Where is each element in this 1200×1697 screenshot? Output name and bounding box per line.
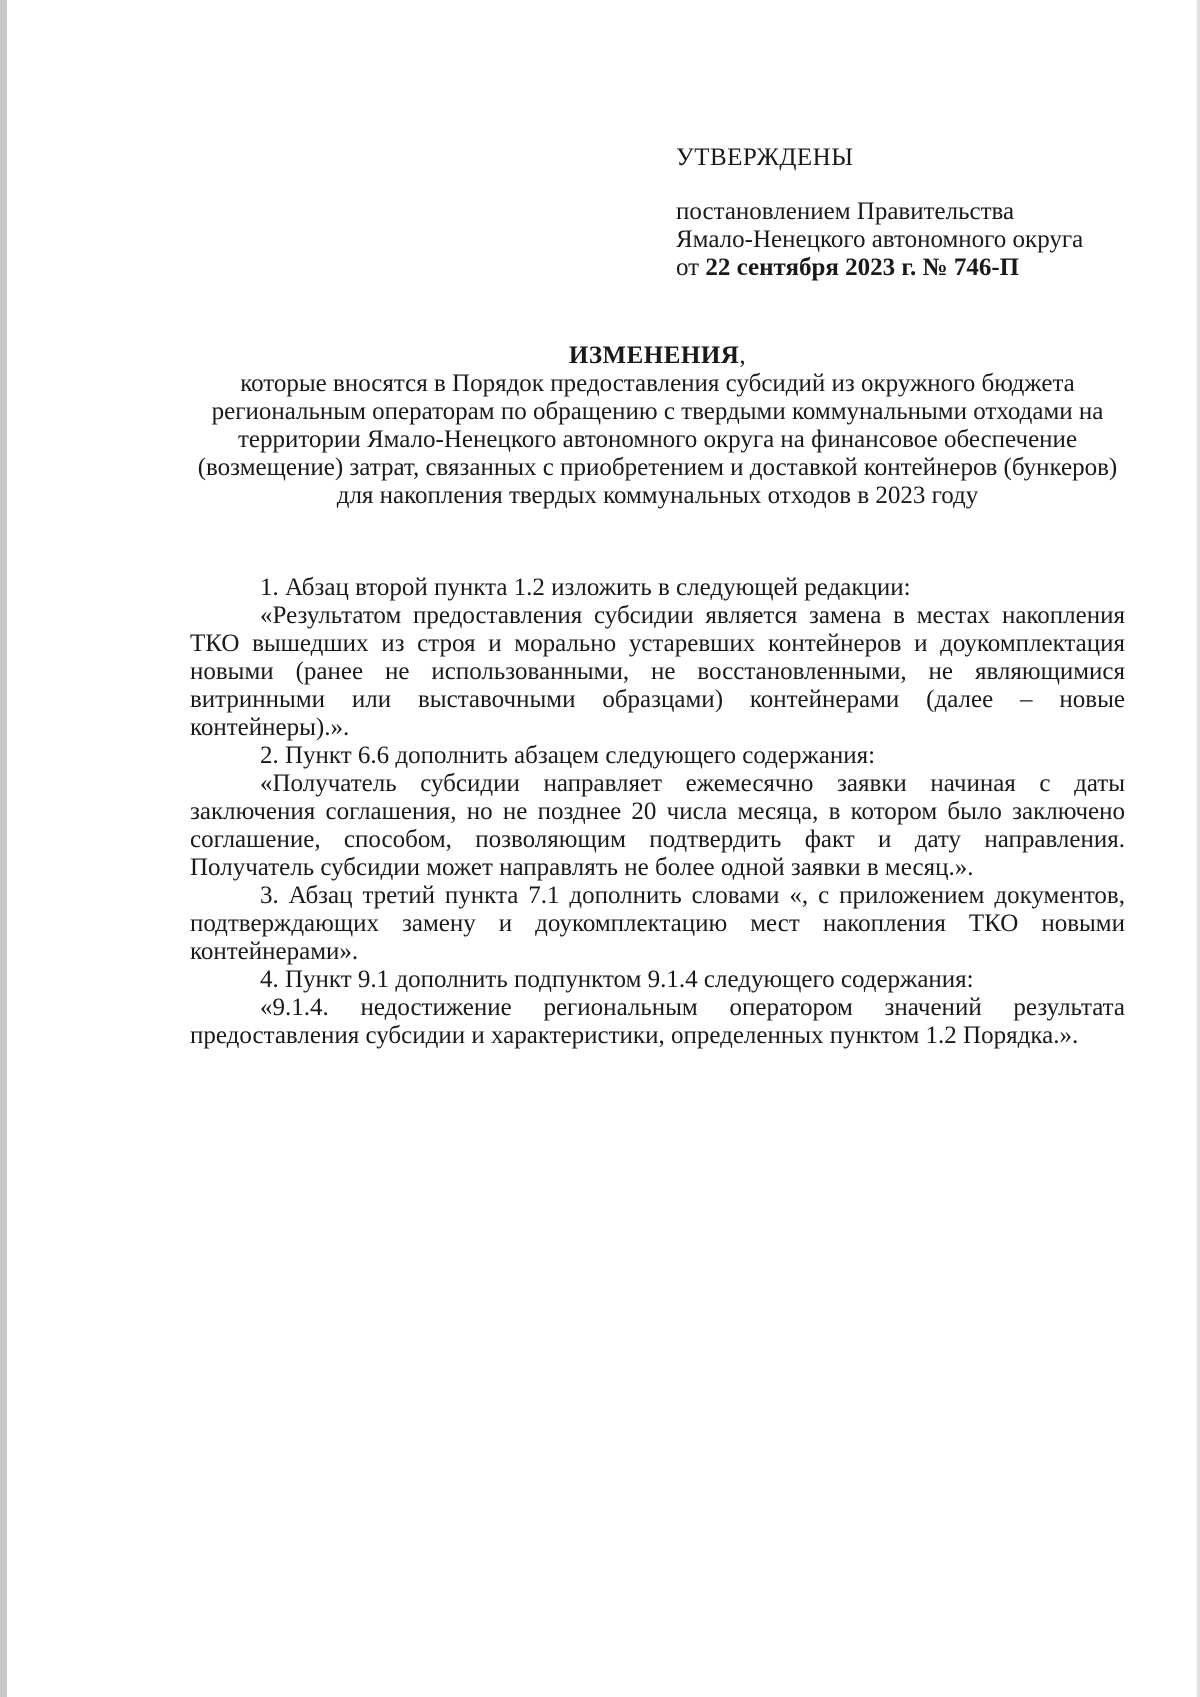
paragraph-7: «9.1.4. недостижение региональным оператором значений результата предоставления субсидии и характеристики, определенных пунктом 1.2 Порядка.». (190, 994, 1125, 1049)
approval-line-1: постановлением Правительства (676, 198, 1015, 225)
paragraph-6: 4. Пункт 9.1 дополнить подпунктом 9.1.4 следующего содержания: (260, 966, 974, 993)
approval-block (676, 144, 1156, 282)
paragraph-3: 2. Пункт 6.6 дополнить абзацем следующего содержания: (260, 742, 876, 769)
document-heading-text: ИЗМЕНЕНИЯ (568, 342, 740, 369)
approval-stamp-heading: УТВЕРЖДЕНЫ (676, 144, 854, 171)
approval-line-2: Ямало-Ненецкого автономного округа (676, 226, 1084, 253)
document-body (190, 574, 1125, 1050)
scan-edge-left (0, 0, 7, 1697)
approval-date-number: 22 сентября 2023 г. № 746-П (705, 254, 1020, 281)
approval-line-3 (676, 254, 1156, 282)
title-block (190, 342, 1125, 510)
paragraph-1: 1. Абзац второй пункта 1.2 изложить в следующей редакции: (260, 574, 911, 601)
paragraph-4: «Получатель субсидии направляет ежемесячно заявки начиная с даты заключения соглашения, но не позднее 20 числа месяца, в котором было заключено соглашение, способом, позволяющим подтвердить факт и дату направления. Получатель субсидии может направлять не более одной заявки в месяц.». (190, 770, 1125, 881)
paragraph-2: «Результатом предоставления субсидии является замена в местах накопления ТКО вышедших из строя и морально устаревших контейнеров и доукомплектация новыми (ранее не использованными, не восстановленными, не являющимися витринными или выставочными образцами) контейнерами (далее – новые контейнеры).». (190, 602, 1125, 741)
document-heading (190, 342, 1125, 370)
document-heading-suffix: , (739, 342, 747, 369)
approval-date-prefix: от (676, 254, 706, 281)
paragraph-5: 3. Абзац третий пункта 7.1 дополнить словами «, с приложением документов, подтверждающих замену и доукомплектацию мест накопления ТКО новыми контейнерами». (190, 882, 1125, 965)
document-subtitle: которые вносятся в Порядок предоставления субсидий из окружного бюджета региональным операторам по обращению с твердыми коммунальными отходами на территории Ямало-Ненецкого автономного округа на финансовое обеспечение (возмещение) затрат, связанных с приобретением и доставкой контейнеров (бункеров) для накопления твердых коммунальных отходов в 2023 году (197, 370, 1118, 509)
